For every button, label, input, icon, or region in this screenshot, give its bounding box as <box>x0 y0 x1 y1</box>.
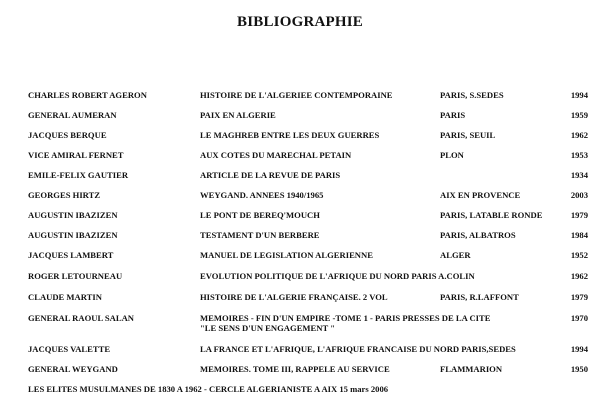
entry-title: HISTOIRE DE L'ALGERIEE CONTEMPORAINE <box>200 90 393 100</box>
entry-title: LE MAGHREB ENTRE LES DEUX GUERRES <box>200 130 380 140</box>
entry-year: 1979 <box>570 292 588 302</box>
entry-author: CLAUDE MARTIN <box>28 292 102 302</box>
entry-year: 1962 <box>570 130 588 140</box>
entry-year: 1994 <box>570 90 588 100</box>
entry-author: GENERAL RAOUL SALAN <box>28 313 135 323</box>
entry-author: AUGUSTIN IBAZIZEN <box>28 210 118 220</box>
entry-author: GEORGES HIRTZ <box>28 190 101 200</box>
entry-publisher: PARIS, LATABLE RONDE <box>440 210 543 220</box>
entry-title: MANUEL DE LEGISLATION ALGERIENNE <box>200 250 373 260</box>
entry-title: MEMOIRES - FIN D'UN EMPIRE -TOME 1 - PARIS PRESSES DE LA CITE <box>200 313 491 323</box>
entry-author: EMILE-FELIX GAUTIER <box>28 170 129 180</box>
entry-year: 1979 <box>570 210 588 220</box>
entry-publisher: AIX EN PROVENCE <box>440 190 521 200</box>
entry-year: 1952 <box>570 250 588 260</box>
entry-title: TESTAMENT D'UN BERBERE <box>200 230 320 240</box>
entry-author: CHARLES ROBERT AGERON <box>28 90 147 100</box>
entry-publisher: PARIS <box>440 110 466 120</box>
entry-author: ROGER LETOURNEAU <box>28 271 123 281</box>
entry-author: JACQUES LAMBERT <box>28 250 114 260</box>
entry-publisher: PARIS, SEUIL <box>440 130 496 140</box>
entry-author: JACQUES BERQUE <box>28 130 107 140</box>
entry-title-continuation: "LE SENS D'UN ENGAGEMENT " <box>200 323 335 333</box>
entry-author: VICE AMIRAL FERNET <box>28 150 124 160</box>
entry-publisher: FLAMMARION <box>440 364 503 374</box>
page-title: BIBLIOGRAPHIE <box>237 14 363 30</box>
entry-title: LA FRANCE ET L'AFRIQUE, L'AFRIQUE FRANCAISE DU NORD PARIS,SEDES <box>200 344 516 354</box>
entry-title: PAIX EN ALGERIE <box>200 110 276 120</box>
entry-year: 1959 <box>570 110 588 120</box>
entry-publisher: PARIS, ALBATROS <box>440 230 516 240</box>
entry-title: MEMOIRES. TOME III, RAPPELE AU SERVICE <box>200 364 390 374</box>
entry-title: AUX COTES DU MARECHAL PETAIN <box>200 150 352 160</box>
footer-note: LES ELITES MUSULMANES DE 1830 A 1962 - CERCLE ALGERIANISTE A AIX 15 mars 2006 <box>28 384 389 394</box>
entry-publisher: PLON <box>440 150 464 160</box>
entry-year: 1950 <box>570 364 588 374</box>
entry-year: 1984 <box>570 230 588 240</box>
entry-publisher: PARIS, R.LAFFONT <box>440 292 519 302</box>
entry-year: 1994 <box>570 344 588 354</box>
entry-publisher: ALGER <box>440 250 471 260</box>
entry-author: AUGUSTIN IBAZIZEN <box>28 230 118 240</box>
entry-author: GENERAL WEYGAND <box>28 364 118 374</box>
entry-author: JACQUES VALETTE <box>28 344 111 354</box>
entry-title: WEYGAND. ANNEES 1940/1965 <box>200 190 324 200</box>
entry-year: 1970 <box>570 313 588 323</box>
entry-title: EVOLUTION POLITIQUE DE L'AFRIQUE DU NORD PARIS A.COLIN <box>200 271 475 281</box>
entry-publisher: PARIS, S.SEDES <box>440 90 504 100</box>
entry-year: 1962 <box>570 271 588 281</box>
entry-author: GENERAL AUMERAN <box>28 110 117 120</box>
entry-title: ARTICLE DE LA REVUE DE PARIS <box>200 170 341 180</box>
entry-year: 1953 <box>570 150 588 160</box>
entry-title: HISTOIRE DE L'ALGERIE FRANÇAISE. 2 VOL <box>200 292 388 302</box>
entry-year: 1934 <box>570 170 588 180</box>
entry-title: LE PONT DE BEREQ'MOUCH <box>200 210 320 220</box>
entry-year: 2003 <box>570 190 588 200</box>
